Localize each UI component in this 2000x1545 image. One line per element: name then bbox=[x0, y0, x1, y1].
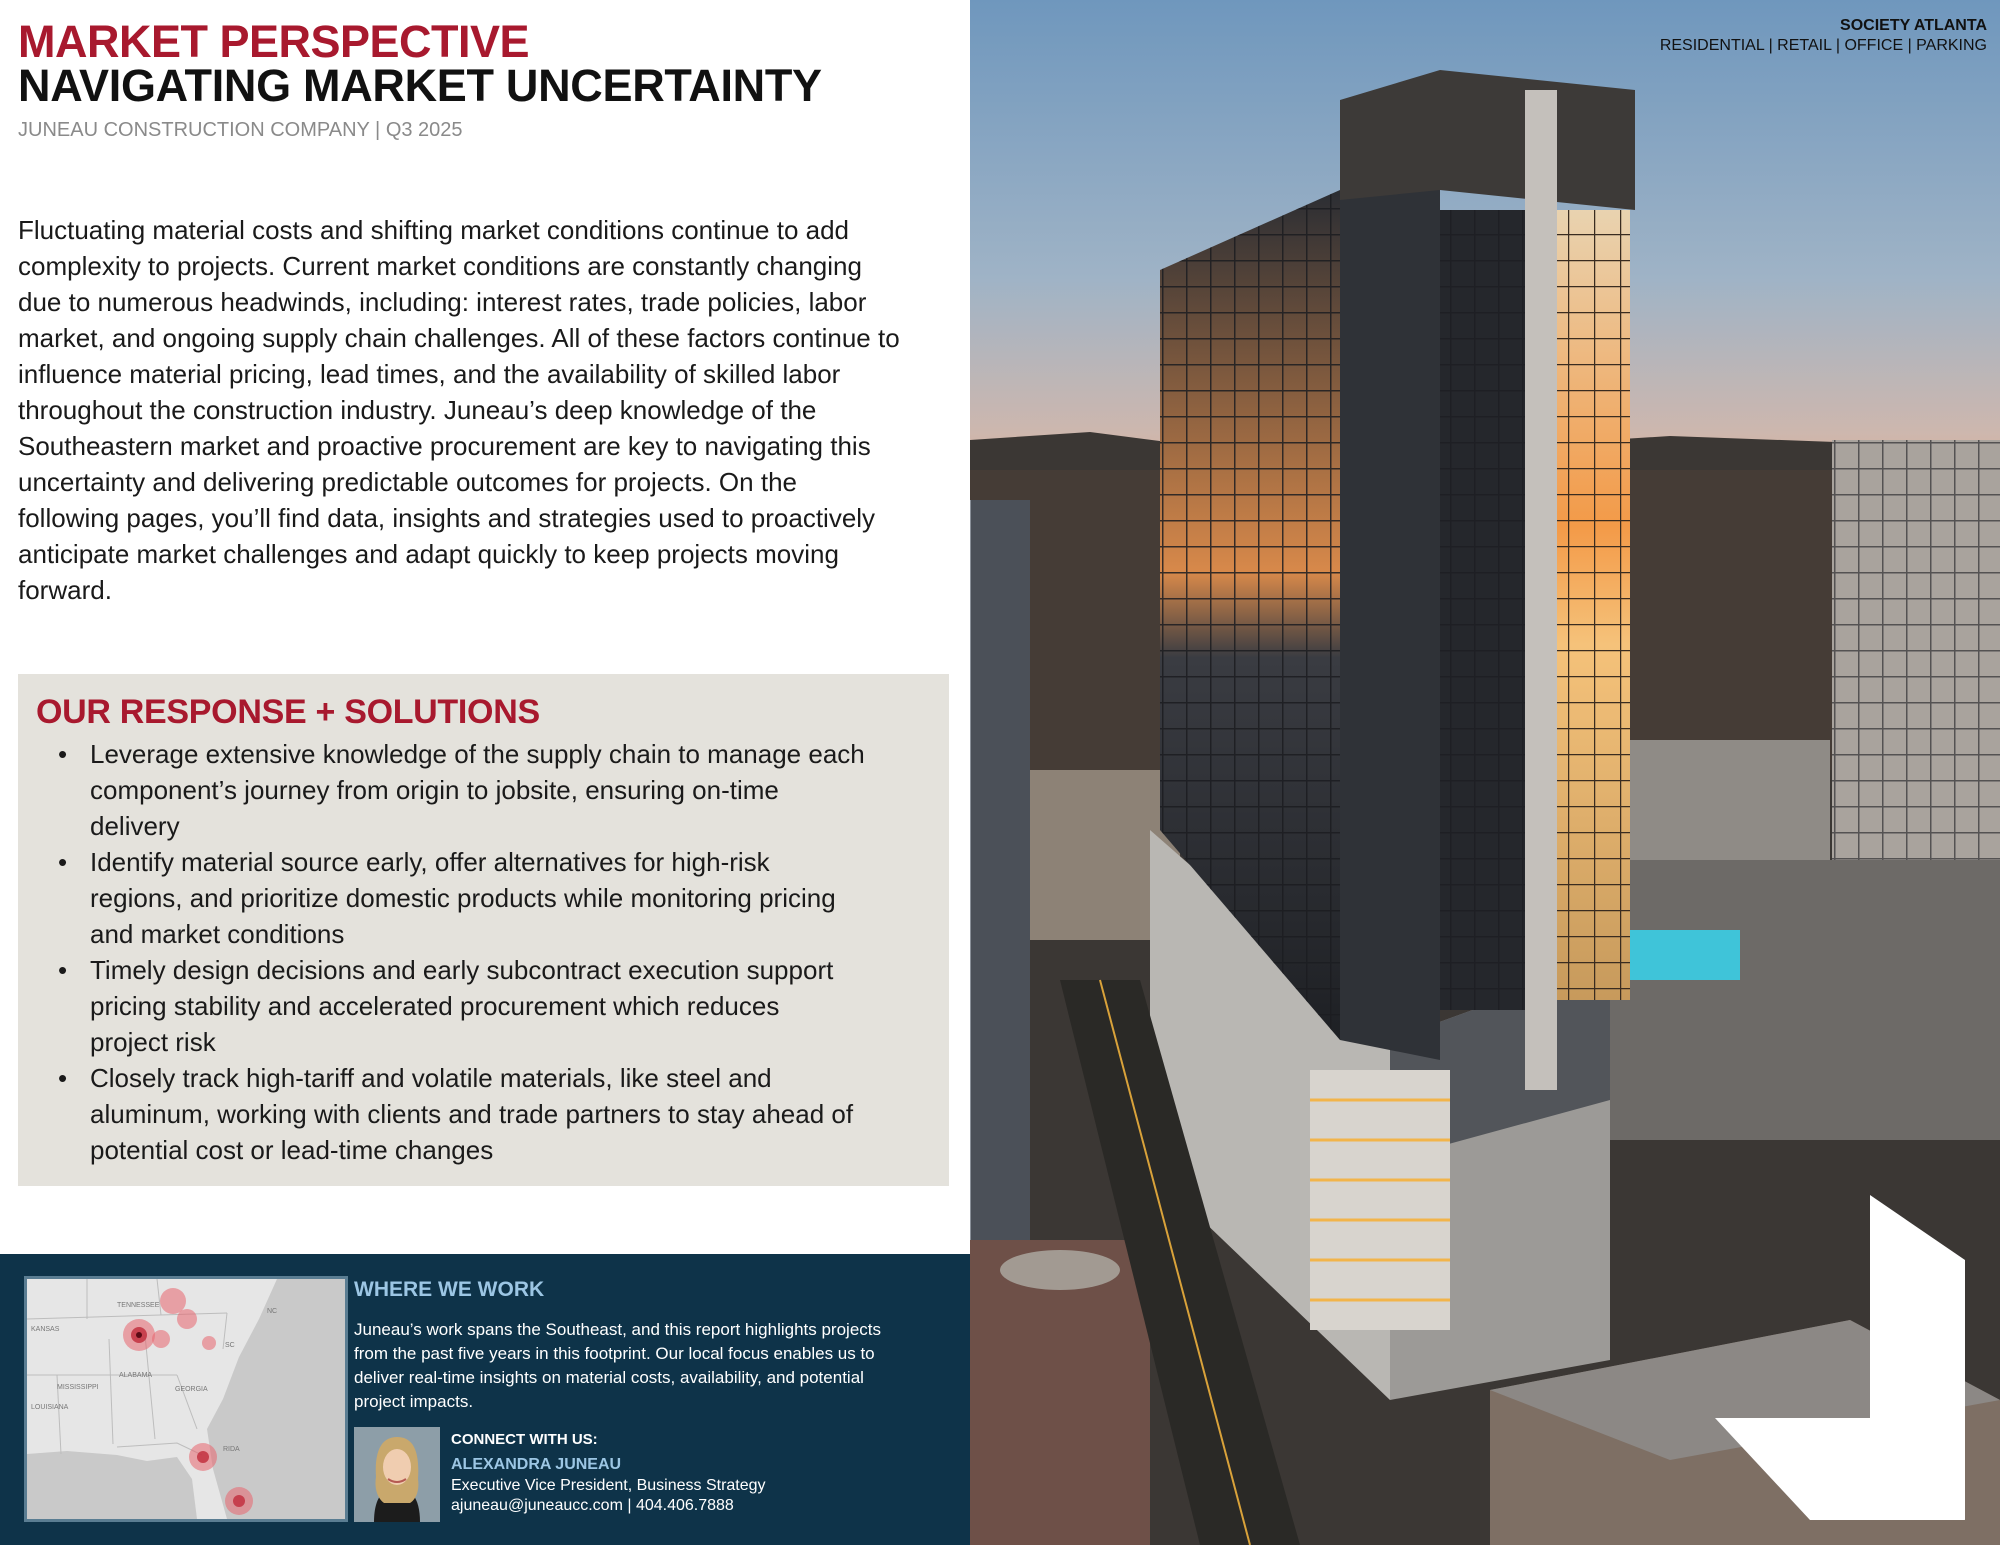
bullet-icon: • bbox=[58, 1063, 68, 1093]
solution-line: Leverage extensive knowledge of the supply chain to manage each bbox=[90, 739, 865, 769]
contact-name: ALEXANDRA JUNEAU bbox=[451, 1456, 622, 1473]
solution-line: Identify material source early, offer alternatives for high-risk bbox=[90, 847, 770, 877]
tower-illustration bbox=[970, 0, 2000, 1545]
section-kicker: MARKET PERSPECTIVE bbox=[18, 16, 530, 67]
intro-line: complexity to projects. Current market conditions are constantly changing bbox=[18, 251, 862, 281]
solution-line: delivery bbox=[90, 811, 180, 841]
solution-item bbox=[36, 952, 931, 1060]
intro-line: Southeastern market and proactive procurement are key to navigating this bbox=[18, 431, 871, 461]
solution-line: component’s journey from origin to jobsite, ensuring on-time bbox=[90, 775, 779, 805]
where-we-work-line: Juneau’s work spans the Southeast, and this report highlights projects bbox=[354, 1320, 881, 1339]
where-we-work-line: project impacts. bbox=[354, 1392, 474, 1411]
solution-line: regions, and prioritize domestic products while monitoring pricing bbox=[90, 883, 836, 913]
intro-line: throughout the construction industry. Juneau’s deep knowledge of the bbox=[18, 395, 817, 425]
intro-line: following pages, you’ll find data, insights and strategies used to proactively bbox=[18, 503, 876, 533]
solution-line: and market conditions bbox=[90, 919, 345, 949]
response-panel bbox=[18, 674, 949, 1186]
intro-line: uncertainty and delivering predictable outcomes for projects. On the bbox=[18, 467, 797, 497]
solution-line: Closely track high-tariff and volatile materials, like steel and bbox=[90, 1063, 772, 1093]
bullet-icon: • bbox=[58, 955, 68, 985]
contact-role: Executive Vice President, Business Strategy bbox=[451, 1477, 766, 1494]
project-name: SOCIETY ATLANTA bbox=[1840, 17, 1987, 34]
solutions-list bbox=[36, 736, 931, 1168]
project-photo bbox=[970, 0, 2000, 1545]
solution-line: potential cost or lead-time changes bbox=[90, 1135, 494, 1165]
intro-line: Fluctuating material costs and shifting market conditions continue to add bbox=[18, 215, 850, 245]
intro-line: anticipate market challenges and adapt quickly to keep projects moving bbox=[18, 539, 839, 569]
contact-details[interactable]: ajuneau@juneaucc.com | 404.406.7888 bbox=[451, 1497, 734, 1514]
solution-line: pricing stability and accelerated procurement which reduces bbox=[90, 991, 780, 1021]
page-title: NAVIGATING MARKET UNCERTAINTY bbox=[18, 60, 822, 111]
response-heading: OUR RESPONSE + SOLUTIONS bbox=[36, 693, 540, 731]
intro-line: influence material pricing, lead times, and the availability of skilled labor bbox=[18, 359, 841, 389]
map-label: MISSISSIPPI bbox=[57, 1384, 99, 1391]
map-label: GEORGIA bbox=[175, 1386, 208, 1393]
where-we-work-text bbox=[354, 1318, 954, 1414]
map-graphic bbox=[27, 1279, 345, 1519]
portrait-graphic bbox=[354, 1427, 440, 1522]
intro-line: due to numerous headwinds, including: interest rates, trade policies, labor bbox=[18, 287, 867, 317]
intro-line: forward. bbox=[18, 575, 112, 605]
map-label: KANSAS bbox=[31, 1326, 60, 1333]
where-we-work-line: deliver real-time insights on material costs, availability, and potential bbox=[354, 1368, 864, 1387]
solution-item bbox=[36, 1060, 931, 1168]
southeast-map bbox=[24, 1276, 348, 1522]
solution-line: Timely design decisions and early subcontract execution support bbox=[90, 955, 834, 985]
where-we-work-line: from the past five years in this footprint. Our local focus enables us to bbox=[354, 1344, 875, 1363]
intro-paragraph bbox=[18, 212, 963, 608]
bullet-icon: • bbox=[58, 847, 68, 877]
solution-item bbox=[36, 736, 931, 844]
map-label: RIDA bbox=[223, 1446, 240, 1453]
contact-photo bbox=[354, 1427, 440, 1522]
where-we-work-title: WHERE WE WORK bbox=[354, 1278, 545, 1301]
intro-line: market, and ongoing supply chain challenges. All of these factors continue to bbox=[18, 323, 900, 353]
solution-line: project risk bbox=[90, 1027, 216, 1057]
map-label: SC bbox=[225, 1342, 235, 1349]
connect-label: CONNECT WITH US: bbox=[451, 1431, 598, 1448]
page-subtitle: JUNEAU CONSTRUCTION COMPANY | Q3 2025 bbox=[18, 119, 463, 141]
bullet-icon: • bbox=[58, 739, 68, 769]
map-label: ALABAMA bbox=[119, 1372, 153, 1379]
map-label: TENNESSEE bbox=[117, 1302, 160, 1309]
solution-item bbox=[36, 844, 931, 952]
map-label: LOUISIANA bbox=[31, 1404, 69, 1411]
map-label: NC bbox=[267, 1308, 278, 1315]
project-uses: RESIDENTIAL | RETAIL | OFFICE | PARKING bbox=[1659, 37, 1987, 54]
solution-line: aluminum, working with clients and trade partners to stay ahead of bbox=[90, 1099, 854, 1129]
